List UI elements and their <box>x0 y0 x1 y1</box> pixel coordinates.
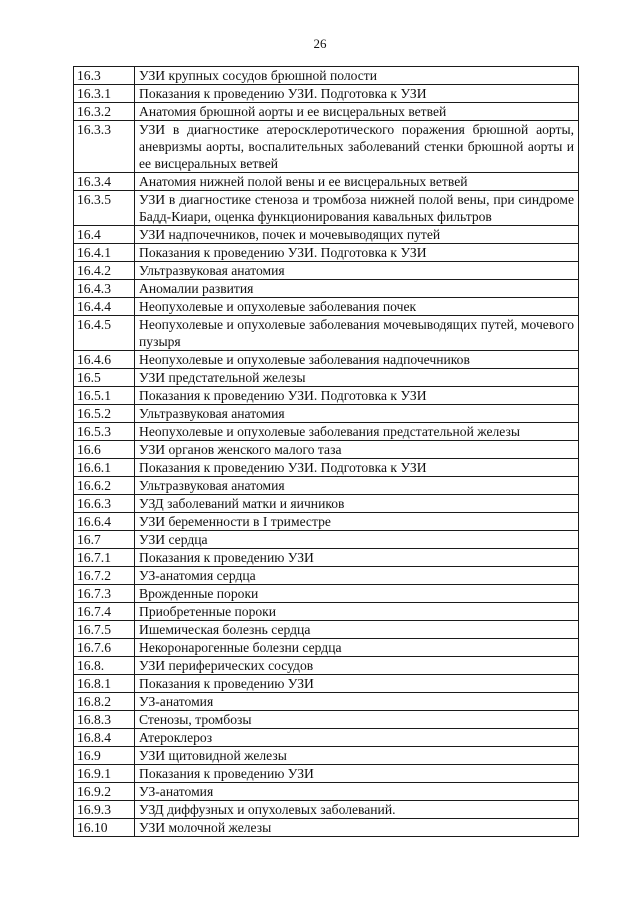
section-title-cell: УЗИ в диагностике атеросклеротического поражения брюшной аорты, аневризмы аорты, воспалительных заболеваний стенки брюшной аорты и ее висцеральных ветвей <box>135 121 579 173</box>
section-number-cell: 16.7.6 <box>74 639 135 657</box>
section-number-cell: 16.3.2 <box>74 103 135 121</box>
section-number-cell: 16.6.4 <box>74 513 135 531</box>
table-row <box>74 387 579 405</box>
section-title-cell: Неопухолевые и опухолевые заболевания предстательной железы <box>135 423 579 441</box>
table-row <box>74 298 579 316</box>
table-row <box>74 711 579 729</box>
table-row <box>74 531 579 549</box>
section-number-cell: 16.3.1 <box>74 85 135 103</box>
table-row <box>74 495 579 513</box>
section-number-cell: 16.4.3 <box>74 280 135 298</box>
section-number-cell: 16.5.2 <box>74 405 135 423</box>
table-row <box>74 262 579 280</box>
section-number-cell: 16.7.2 <box>74 567 135 585</box>
table-row <box>74 657 579 675</box>
page-number: 26 <box>313 36 327 51</box>
section-title-cell: УЗИ сердца <box>135 531 579 549</box>
table-row <box>74 621 579 639</box>
section-number-cell: 16.9 <box>74 747 135 765</box>
table-row <box>74 369 579 387</box>
section-number-cell: 16.8.2 <box>74 693 135 711</box>
section-number-cell: 16.5 <box>74 369 135 387</box>
section-number-cell: 16.7.1 <box>74 549 135 567</box>
section-title-cell: Ультразвуковая анатомия <box>135 477 579 495</box>
table-row <box>74 103 579 121</box>
section-title-cell: УЗ-анатомия сердца <box>135 567 579 585</box>
section-title-cell: Показания к проведению УЗИ. Подготовка к УЗИ <box>135 85 579 103</box>
section-number-cell: 16.9.3 <box>74 801 135 819</box>
table-row <box>74 567 579 585</box>
section-number-cell: 16.9.1 <box>74 765 135 783</box>
section-title-cell: Показания к проведению УЗИ. Подготовка к УЗИ <box>135 459 579 477</box>
section-title-cell: Неопухолевые и опухолевые заболевания надпочечников <box>135 351 579 369</box>
table-row <box>74 459 579 477</box>
section-title-cell: УЗ-анатомия <box>135 693 579 711</box>
section-number-cell: 16.5.3 <box>74 423 135 441</box>
table-row <box>74 783 579 801</box>
section-title-cell: Приобретенные пороки <box>135 603 579 621</box>
section-title-cell: Показания к проведению УЗИ. Подготовка к УЗИ <box>135 387 579 405</box>
section-title-cell: Анатомия брюшной аорты и ее висцеральных ветвей <box>135 103 579 121</box>
table-row <box>74 477 579 495</box>
section-number-cell: 16.3.4 <box>74 173 135 191</box>
section-title-cell: Показания к проведению УЗИ. Подготовка к УЗИ <box>135 244 579 262</box>
section-number-cell: 16.3.5 <box>74 191 135 226</box>
section-number-cell: 16.7.3 <box>74 585 135 603</box>
table-row <box>74 603 579 621</box>
section-number-cell: 16.7.5 <box>74 621 135 639</box>
table-row <box>74 747 579 765</box>
section-title-cell: УЗИ органов женского малого таза <box>135 441 579 459</box>
table-row <box>74 423 579 441</box>
section-title-cell: Аномалии развития <box>135 280 579 298</box>
table-row <box>74 441 579 459</box>
section-title-cell: Врожденные пороки <box>135 585 579 603</box>
section-title-cell: Неопухолевые и опухолевые заболевания почек <box>135 298 579 316</box>
section-title-cell: УЗИ предстательной железы <box>135 369 579 387</box>
table-row <box>74 316 579 351</box>
table-row <box>74 549 579 567</box>
section-title-cell: УЗИ молочной железы <box>135 819 579 837</box>
section-number-cell: 16.8. <box>74 657 135 675</box>
section-title-cell: УЗД диффузных и опухолевых заболеваний. <box>135 801 579 819</box>
section-number-cell: 16.9.2 <box>74 783 135 801</box>
table-row <box>74 513 579 531</box>
table-row <box>74 191 579 226</box>
table-row <box>74 801 579 819</box>
section-number-cell: 16.4.1 <box>74 244 135 262</box>
section-title-cell: УЗИ в диагностике стеноза и тромбоза нижней полой вены, при синдроме Бадд-Киари, оценка функционирования кавальных фильтров <box>135 191 579 226</box>
curriculum-table-body <box>74 67 579 837</box>
section-title-cell: УЗИ беременности в I триместре <box>135 513 579 531</box>
section-number-cell: 16.8.4 <box>74 729 135 747</box>
table-row <box>74 244 579 262</box>
section-number-cell: 16.4.4 <box>74 298 135 316</box>
table-row <box>74 121 579 173</box>
table-row <box>74 173 579 191</box>
section-title-cell: УЗД заболеваний матки и яичников <box>135 495 579 513</box>
table-row <box>74 351 579 369</box>
section-title-cell: Показания к проведению УЗИ <box>135 675 579 693</box>
table-row <box>74 280 579 298</box>
table-row <box>74 639 579 657</box>
section-number-cell: 16.3 <box>74 67 135 85</box>
table-row <box>74 585 579 603</box>
section-title-cell: Некоронарогенные болезни сердца <box>135 639 579 657</box>
section-number-cell: 16.7.4 <box>74 603 135 621</box>
section-number-cell: 16.4.6 <box>74 351 135 369</box>
section-title-cell: Ультразвуковая анатомия <box>135 405 579 423</box>
section-title-cell: Ишемическая болезнь сердца <box>135 621 579 639</box>
section-title-cell: Неопухолевые и опухолевые заболевания мочевыводящих путей, мочевого пузыря <box>135 316 579 351</box>
section-title-cell: УЗ-анатомия <box>135 783 579 801</box>
table-row <box>74 405 579 423</box>
section-title-cell: Анатомия нижней полой вены и ее висцеральных ветвей <box>135 173 579 191</box>
section-number-cell: 16.4.5 <box>74 316 135 351</box>
section-title-cell: УЗИ периферических сосудов <box>135 657 579 675</box>
table-row <box>74 819 579 837</box>
section-number-cell: 16.8.3 <box>74 711 135 729</box>
section-title-cell: УЗИ надпочечников, почек и мочевыводящих путей <box>135 226 579 244</box>
section-title-cell: Показания к проведению УЗИ <box>135 549 579 567</box>
table-row <box>74 675 579 693</box>
curriculum-table <box>73 66 579 837</box>
section-title-cell: Показания к проведению УЗИ <box>135 765 579 783</box>
section-number-cell: 16.6.2 <box>74 477 135 495</box>
section-number-cell: 16.6 <box>74 441 135 459</box>
section-number-cell: 16.6.1 <box>74 459 135 477</box>
section-number-cell: 16.7 <box>74 531 135 549</box>
section-number-cell: 16.5.1 <box>74 387 135 405</box>
table-row <box>74 67 579 85</box>
section-title-cell: УЗИ крупных сосудов брюшной полости <box>135 67 579 85</box>
table-row <box>74 226 579 244</box>
section-title-cell: Атероклероз <box>135 729 579 747</box>
table-row <box>74 693 579 711</box>
section-number-cell: 16.10 <box>74 819 135 837</box>
table-row <box>74 729 579 747</box>
section-number-cell: 16.6.3 <box>74 495 135 513</box>
section-number-cell: 16.4.2 <box>74 262 135 280</box>
section-number-cell: 16.8.1 <box>74 675 135 693</box>
section-number-cell: 16.4 <box>74 226 135 244</box>
table-row <box>74 765 579 783</box>
section-title-cell: УЗИ щитовидной железы <box>135 747 579 765</box>
table-row <box>74 85 579 103</box>
section-title-cell: Ультразвуковая анатомия <box>135 262 579 280</box>
section-title-cell: Стенозы, тромбозы <box>135 711 579 729</box>
section-number-cell: 16.3.3 <box>74 121 135 173</box>
